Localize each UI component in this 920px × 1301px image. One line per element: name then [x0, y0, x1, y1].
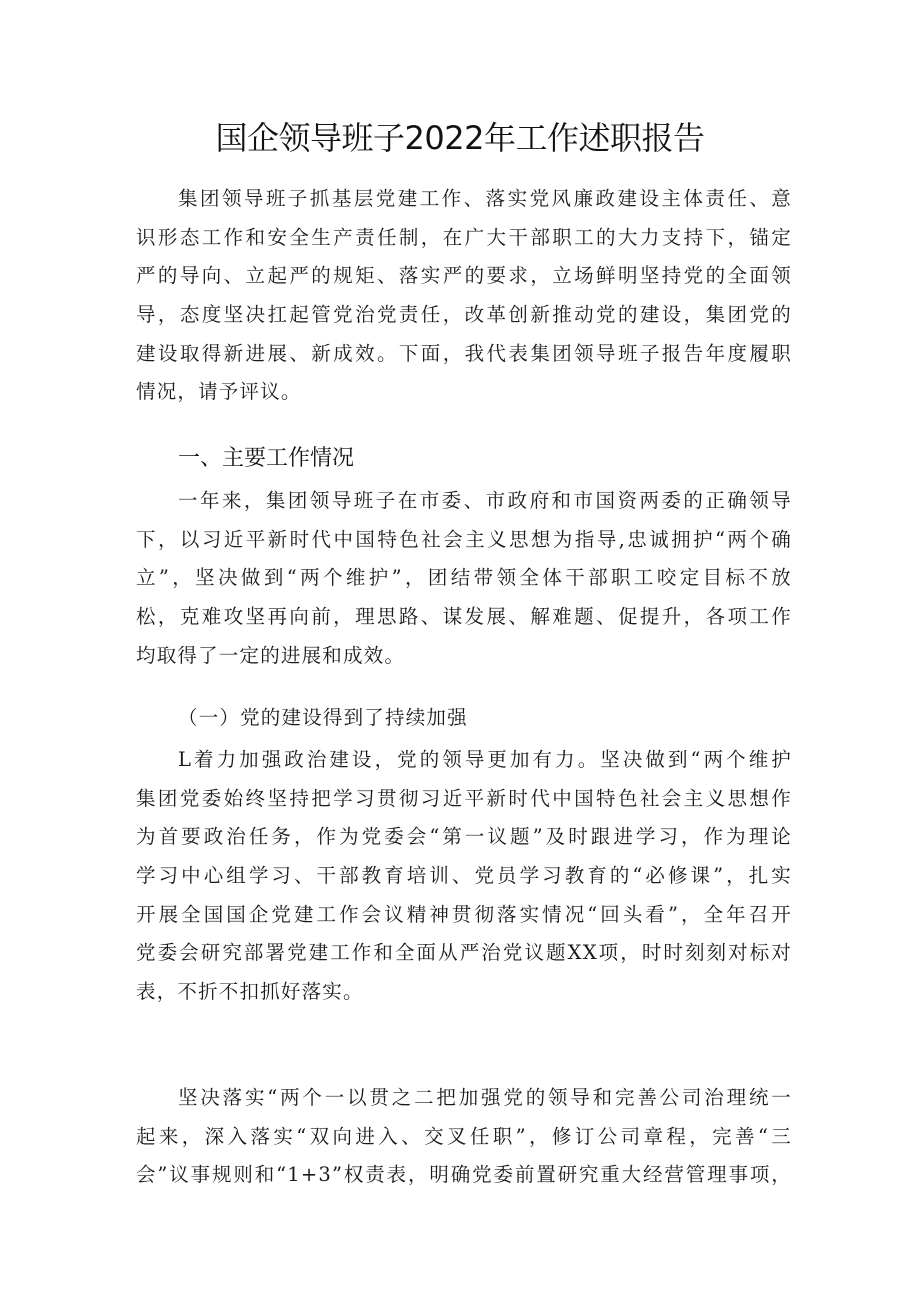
subsection-paragraph: [136, 741, 792, 1012]
paragraph-line: 导，态度坚决扛起管党治党责任，改革创新推动党的建设，集团党的: [136, 303, 792, 327]
intro-paragraph: [136, 180, 792, 412]
paragraph-line: 下，以习近平新时代中国特色社会主义思想为指导,忠诚拥护“两个确: [136, 527, 792, 551]
paragraph-line: 表，不折不扣抓好落实。: [136, 980, 364, 1004]
section-paragraph: [136, 482, 792, 675]
paragraph-line: L着力加强政治建设，党的领导更加有力。坚决做到“两个维护: [178, 748, 792, 771]
paragraph-line: 集团党委始终坚持把学习贯彻习近平新时代中国特色社会主义思想作: [136, 786, 792, 810]
paragraph-line: 一年来，集团领导班子在市委、市政府和市国资两委的正确领导: [178, 489, 792, 512]
paragraph-line: 党委会研究部署党建工作和全面从严治党议题XX项，时时刻刻对标对: [136, 941, 792, 965]
paragraph-line: 识形态工作和安全生产责任制，在广大干部职工的大力支持下，锚定: [136, 225, 792, 249]
paragraph-line: 为首要政治任务，作为党委会“第一议题”及时跟进学习，作为理论: [136, 825, 792, 849]
document-title: 国企领导班子2022年工作述职报告: [215, 119, 705, 157]
paragraph-line: 起来，深入落实“双向进入、交叉任职”，修订公司章程，完善“三: [136, 1124, 792, 1148]
paragraph-line: 松，克难攻坚再向前，理思路、谋发展、解难题、促提升，各项工作: [136, 605, 792, 629]
paragraph-line: 学习中心组学习、干部教育培训、党员学习教育的“必修课”，扎实: [136, 864, 792, 888]
section-heading: 一、主要工作情况: [178, 446, 355, 471]
paragraph-line: 均取得了一定的进展和成效。: [136, 643, 406, 667]
paragraph-line: 建设取得新进展、新成效。下面，我代表集团领导班子报告年度履职: [136, 341, 792, 365]
paragraph-line: 开展全国国企党建工作会议精神贯彻落实情况“回头看”，全年召开: [136, 902, 792, 926]
paragraph-line: 情况，请予评议。: [136, 380, 302, 404]
paragraph-line: 集团领导班子抓基层党建工作、落实党风廉政建设主体责任、意: [178, 187, 792, 210]
subsection-paragraph: [136, 1079, 792, 1195]
subsection-heading: （一）党的建设得到了持续加强: [178, 706, 468, 729]
paragraph-line: 会”议事规则和“1+3”权责表，明确党委前置研究重大经营管理事项，: [136, 1163, 792, 1187]
paragraph-line: 坚决落实“两个一以贯之二把加强党的领导和完善公司治理统一: [178, 1086, 792, 1109]
paragraph-line: 立”，坚决做到“两个维护”，团结带领全体干部职工咬定目标不放: [136, 566, 792, 590]
paragraph-line: 严的导向、立起严的规矩、落实严的要求，立场鲜明坚持党的全面领: [136, 264, 792, 288]
